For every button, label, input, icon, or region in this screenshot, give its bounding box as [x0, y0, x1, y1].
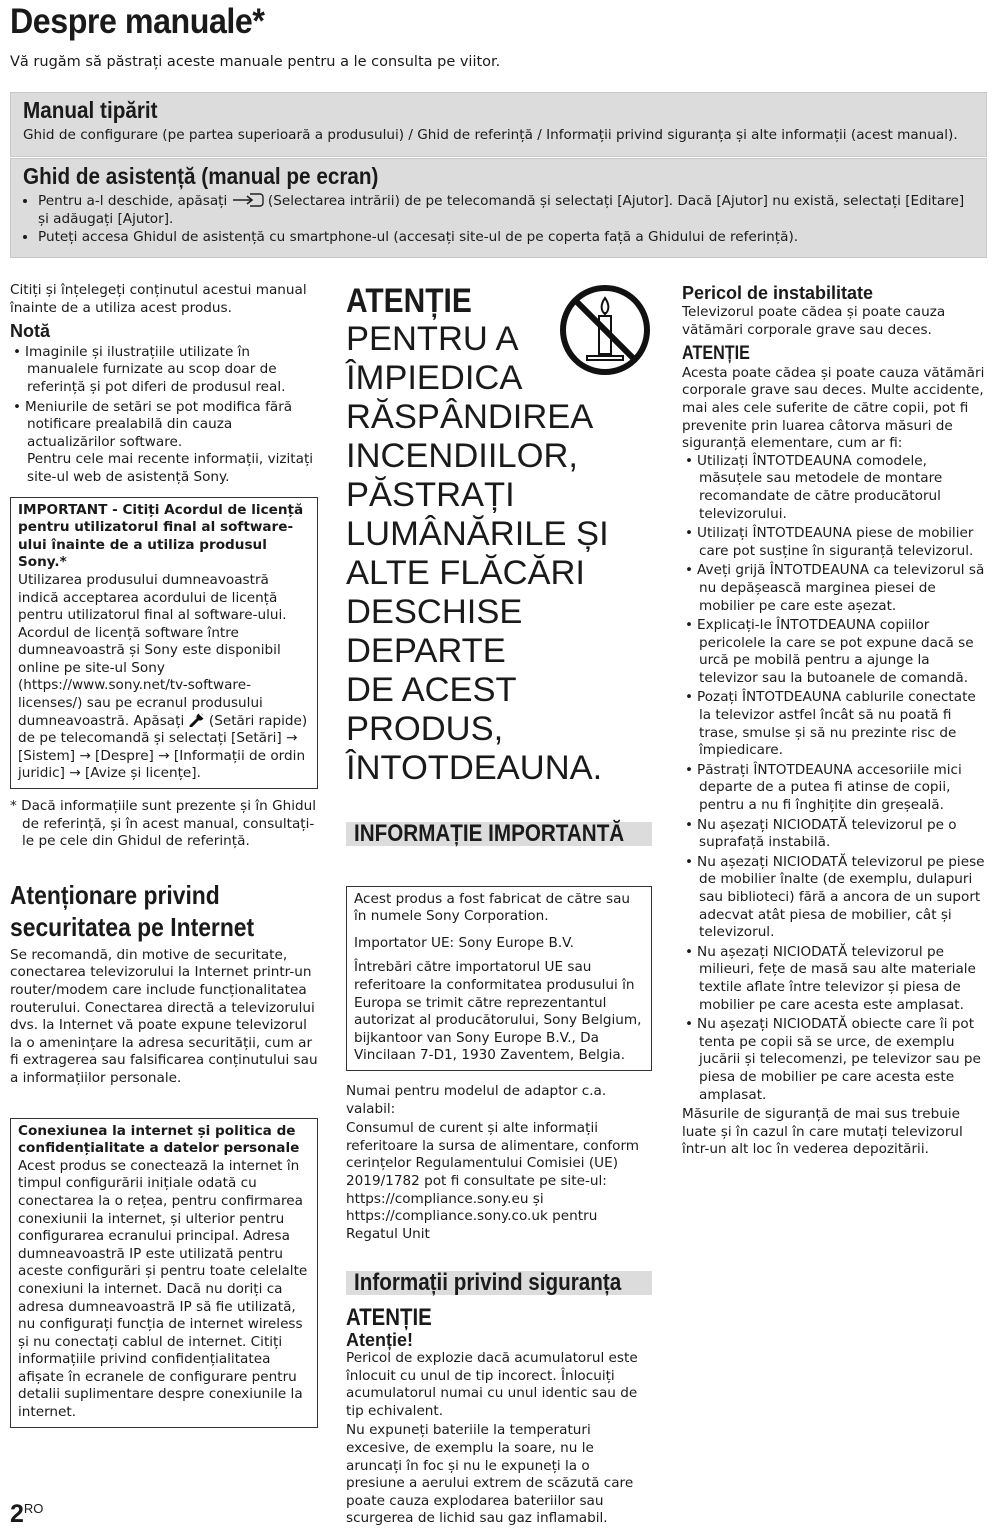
help-guide-item1-before: Pentru a-l deschide, apăsați — [38, 193, 228, 209]
warning-line: DE ACEST PRODUS, — [346, 671, 517, 748]
safety-info-heading: Informații privind siguranța — [346, 1271, 652, 1295]
input-select-icon — [232, 193, 264, 207]
instability-intro: Televizorul poate cădea și poate cauza vătămări corporale grave sau deces. — [682, 304, 946, 338]
ac-adapter-p2: Consumul de curent și alte informații referitoare la sursa de alimentare, conform cerințelor Regulamentului Comisiei (UE) 2019/1782 pot fi consultate pe site-ul: https://compliance.sony.eu și https://compliance.sony.co.uk pentru Regatul Unit — [346, 1120, 640, 1242]
page-number-suffix: RO — [23, 1501, 44, 1516]
printed-manual-heading: Manual tipărit — [23, 97, 158, 123]
warning-line: DESCHISE DEPARTE — [346, 593, 523, 670]
caution-p1: Pericol de explozie dacă acumulatorul este înlocuit cu unul de tip incorect. Înlocuiți acumulatorul numai cu unul identic sau de tip echivalent. — [346, 1350, 638, 1419]
caution-heading: Atenție! — [346, 1330, 413, 1351]
warning-line: INCENDIILOR, — [346, 437, 578, 475]
list-item: • Meniurile de setări se pot modifica fără notificare prealabilă din cauza actualizărilor software. — [10, 399, 320, 452]
important-info-heading: INFORMAȚIE IMPORTANTĂ — [346, 822, 652, 846]
column-right — [682, 282, 988, 1159]
list-item — [38, 192, 974, 228]
intro-text: Citiți și înțelegeți conținutul acestui manual înainte de a utiliza acest produs. — [10, 282, 307, 316]
atentie-heading: ATENȚIE — [346, 1303, 432, 1331]
eula-title: IMPORTANT - Citiți Acordul de licență pentru utilizatorul final al software-ului înainte de a utiliza produsul Sony.* — [18, 501, 304, 571]
instability-heading: Pericol de instabilitate — [682, 283, 874, 303]
privacy-title: Conexiunea la internet și politica de confidențialitate a datelor personale — [18, 1122, 300, 1157]
importer-box — [346, 886, 652, 1071]
warning-line: ÎMPIEDICA — [346, 359, 523, 397]
privacy-text: Acest produs se conectează la internet în timpul configurării inițiale odată cu conectarea la o rețea, pentru confirmarea conexiunii la internet, și ulterior pentru configurarea ecranului principal. Adresa dumneavoastră IP este utilizată pentru aceste configurări și pentru toate celelalte conexiuni la internet. Dacă nu doriți ca adresa dumneavoastră IP să fie utilizată, nu configurați funcția de internet wireless și nu conectați cablul de internet. Citiți informațiile privind confidențialitatea afișate în ecranele de configurare pentru detalii suplimentare despre conexiunile la internet. — [18, 1157, 308, 1421]
privacy-box — [10, 1118, 318, 1428]
printed-manual-box — [10, 92, 987, 157]
note-extra: Pentru cele mai recente informații, vizitați site-ul web de asistență Sony. — [27, 451, 314, 485]
list-item: • Puteți accesa Ghidul de asistență cu smartphone-ul (accesați site-ul de pe coperta față a Ghidului de referință). — [38, 228, 974, 246]
list-item: • Nu așezați NICIODATĂ televizorul pe milieuri, fețe de masă sau alte materiale textile aflate între televizor și piesa de mobilier pe care acesta este amplasat. — [682, 944, 988, 1014]
list-item: • Nu așezați NICIODATĂ televizorul pe piese de mobilier înalte (de exemplu, dulapuri sau biblioteci) fără a ancora de un suport adecvat atât piesa de mobilier, cât și televizorul. — [682, 854, 988, 942]
page-number-digit: 2 — [10, 1500, 24, 1528]
warning-line: PENTRU A — [346, 320, 519, 358]
instability-atentie: ATENȚIE — [682, 343, 750, 365]
help-guide-box — [10, 158, 987, 258]
eula-text-2: (Setări rapide) de pe telecomandă și selectați [Setări] → [Sistem] → [Despre] → [Informații de ordin juridic] → [Avize și licențe]. — [18, 712, 308, 782]
note-heading: Notă — [10, 321, 50, 342]
list-item: • Păstrați ÎNTOTDEAUNA accesoriile mici departe de a putea fi atinse de copii, pentru a nu fi înghițite din greșeală. — [682, 762, 988, 815]
warning-line: ÎNTOTDEAUNA. — [346, 749, 603, 787]
help-guide-item1-after: (Selectarea intrării) de pe telecomandă și selectați [Ajutor]. Dacă [Ajutor] nu există, selectați [Editare] și adăugați [Ajutor]. — [38, 193, 965, 227]
note-list — [10, 344, 320, 452]
warning-line: RĂSPÂNDIREA — [346, 398, 594, 436]
warning-line: ALTE FLĂCĂRI — [346, 554, 586, 592]
page-subtitle: Vă rugăm să păstrați aceste manuale pentru a le consulta pe viitor. — [10, 54, 501, 70]
warning-title: ATENȚIE — [346, 282, 472, 320]
internet-security-text: Se recomandă, din motive de securitate, conectarea televizorului la Internet printr-un router/modem care include funcționalitatea routerului. Conectarea directă a televizorului dvs. la Internet vă poate expune televizorul la o amenințare la adresa securității, cum ar fi extragerea sau falsificarea conținutului sau a informațiilor personale. — [10, 946, 318, 1086]
ac-adapter-p1: Numai pentru modelul de adaptor c.a. valabil: — [346, 1082, 607, 1117]
column-left — [10, 282, 320, 1428]
no-candle-icon — [559, 284, 651, 376]
importer-p2: Importator UE: Sony Europe B.V. — [354, 934, 575, 951]
column-middle — [346, 282, 652, 1528]
importer-p3: Întrebări către importatorul UE sau referitoare la conformitatea produsului în Europa se trimit către reprezentantul autorizat al producătorului, Sony Belgium, bijkantoor van Sony Europe B.V., Da Vincilaan 7-D1, 1930 Zaventem, Belgia. — [354, 959, 642, 1064]
internet-security-heading: Atenționare privind securitatea pe Internet — [10, 879, 255, 942]
list-item: • Pozați ÎNTOTDEAUNA cablurile conectate la televizor astfel încât să nu poată fi trase, smulse și să nu prezinte risc de împiedicare. — [682, 689, 988, 759]
list-item: • Explicați-le ÎNTOTDEAUNA copiilor pericolele la care se pot expune dacă se urcă pe mobilă pentru a ajunge la televizor sau la butoanele de comandă. — [682, 617, 988, 687]
printed-manual-text: Ghid de configurare (pe partea superioară a produsului) / Ghid de referință / Informații privind siguranța și alte informații (acest manual). — [23, 127, 958, 143]
warning-line: PĂSTRAȚI — [346, 476, 515, 514]
wrench-icon — [189, 713, 205, 727]
instability-closing: Măsurile de siguranță de mai sus trebuie luate și în cazul în care mutați televizorul într-un alt loc în vederea depozitării. — [682, 1106, 963, 1158]
list-item: • Imaginile și ilustrațiile utilizate în manualele furnizate au scop doar de referință și pot diferi de produsul real. — [10, 344, 320, 397]
eula-box — [10, 497, 318, 790]
instability-text: Acesta poate cădea și poate cauza vătămări corporale grave sau deces. Multe accidente, mai ales cele suferite de către copii, pot fi prevenite prin luarea câtorva măsuri de siguranță elementare, cum ar fi: — [682, 364, 985, 452]
instability-list — [682, 453, 988, 1104]
list-item: • Nu așezați NICIODATĂ televizorul pe o suprafață instabilă. — [682, 817, 988, 852]
page-number — [10, 1500, 43, 1529]
help-guide-list — [23, 192, 974, 246]
help-guide-heading: Ghid de asistență (manual pe ecran) — [23, 163, 379, 189]
warning-line: LUMÂNĂRILE ȘI — [346, 515, 609, 553]
fire-warning — [346, 282, 652, 788]
eula-text-1: Utilizarea produsului dumneavoastră indică acceptarea acordului de licență pentru utilizatorul final al software-ului. Acordul de licență software între dumneavoastră și Sony este disponibil online pe site-ul Sony (https://www.sony.net/tv-software-licenses/) sau pe ecranul produsului dumneavoastră. Apăsați — [18, 571, 287, 729]
importer-p1: Acest produs a fost fabricat de către sau în numele Sony Corporation. — [354, 890, 631, 925]
list-item: • Utilizați ÎNTOTDEAUNA comodele, măsuțele sau metodele de montare recomandate de către producătorul televizorului. — [682, 453, 988, 523]
caution-p2: Nu expuneți bateriile la temperaturi excesive, de exemplu la soare, nu le aruncați în foc și nu le expuneți la o presiune a aerului extrem de scăzută care poate cauza explodarea bateriilor sau scurgerea de lichid sau gaz inflamabil. — [346, 1422, 634, 1527]
list-item: • Nu așezați NICIODATĂ obiecte care îi pot tenta pe copii să se urce, de exemplu jucării și telecomenzi, pe televizor sau pe piesa de mobilier pe care acesta este amplasat. — [682, 1016, 988, 1104]
list-item: • Aveți grijă ÎNTOTDEAUNA ca televizorul să nu depășească marginea piesei de mobilier pe care este așezat. — [682, 562, 988, 615]
footnote: * Dacă informațiile sunt prezente și în Ghidul de referință, și în acest manual, consultați-le pe cele din Ghidul de referință. — [10, 798, 317, 850]
list-item: • Utilizați ÎNTOTDEAUNA piese de mobilier care pot susține în siguranță televizorul. — [682, 525, 988, 560]
page-title: Despre manuale* — [10, 2, 265, 41]
